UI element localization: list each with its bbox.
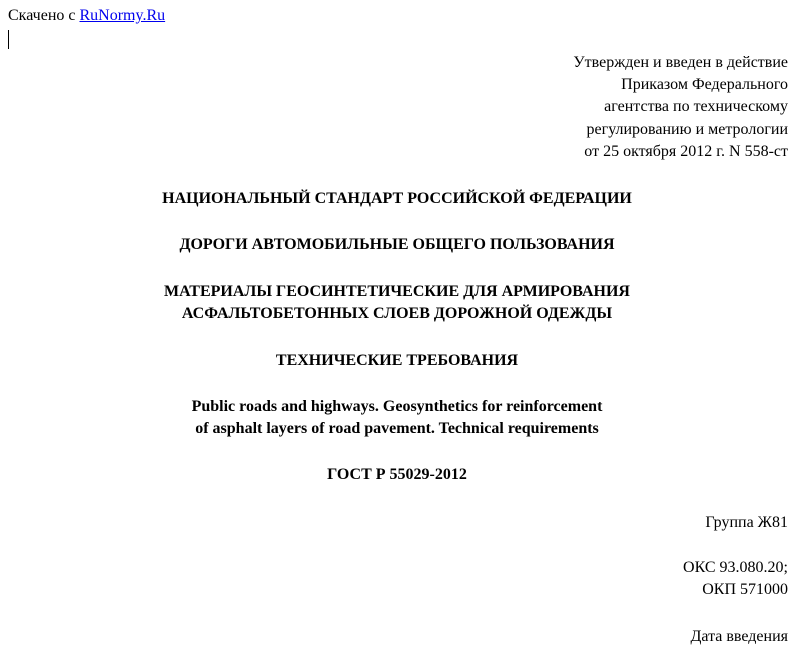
approval-line: от 25 октября 2012 г. N 558-ст bbox=[584, 142, 788, 160]
approval-line: Утвержден и введен в действие bbox=[573, 54, 788, 71]
gost-number: ГОСТ Р 55029-2012 bbox=[327, 466, 467, 483]
roads-heading: ДОРОГИ АВТОМОБИЛЬНЫЕ ОБЩЕГО ПОЛЬЗОВАНИЯ bbox=[179, 236, 615, 253]
materials-heading-line: АСФАЛЬТОБЕТОННЫХ СЛОЕВ ДОРОЖНОЙ ОДЕЖДЫ bbox=[181, 305, 613, 322]
materials-heading-line: МАТЕРИАЛЫ ГЕОСИНТЕТИЧЕСКИЕ ДЛЯ АРМИРОВАНИЯ bbox=[164, 283, 630, 300]
approval-line: Приказом Федерального bbox=[621, 76, 788, 94]
okp-code: ОКП 571000 bbox=[702, 581, 788, 598]
source-line bbox=[8, 6, 165, 26]
classification-codes bbox=[683, 557, 788, 601]
national-standard-heading: НАЦИОНАЛЬНЫЙ СТАНДАРТ РОССИЙСКОЙ ФЕДЕРАЦИИ bbox=[162, 190, 632, 207]
technical-requirements-heading: ТЕХНИЧЕСКИЕ ТРЕБОВАНИЯ bbox=[275, 352, 519, 369]
oks-code: ОКС 93.080.20; bbox=[683, 559, 788, 576]
materials-heading bbox=[0, 281, 794, 325]
english-title-line: Public roads and highways. Geosynthetics for reinforcement bbox=[191, 398, 603, 415]
group-code: Группа Ж81 bbox=[705, 514, 788, 531]
approval-line: агентства по техническому bbox=[604, 98, 788, 116]
approval-line: регулированию и метрологии bbox=[586, 120, 788, 138]
english-title bbox=[0, 396, 794, 440]
source-prefix: Скачено с bbox=[8, 7, 80, 24]
approval-block bbox=[573, 52, 788, 163]
english-title-line: of asphalt layers of road pavement. Technical requirements bbox=[195, 420, 599, 437]
text-cursor bbox=[8, 30, 9, 49]
source-link[interactable]: RuNormy.Ru bbox=[79, 7, 166, 24]
intro-date-label: Дата введения bbox=[690, 628, 788, 645]
